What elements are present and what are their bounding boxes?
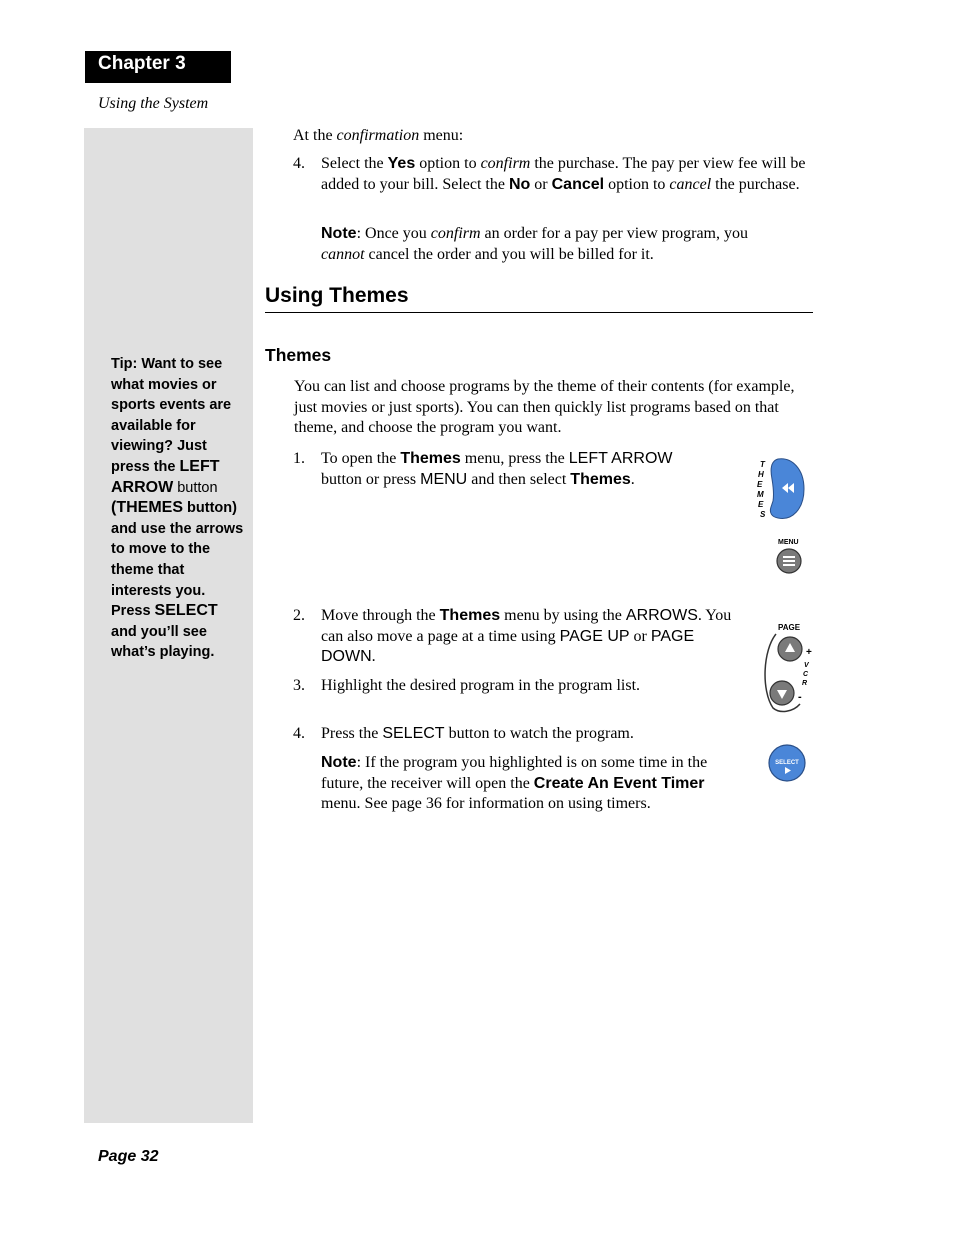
themes-intro: You can list and choose programs by the theme of their contents (for example, just movies or just sports). You can then quickly list programs based on that theme, and choose the program you want. xyxy=(294,378,795,437)
themes-letter: E xyxy=(757,480,763,489)
themes-letter: S xyxy=(760,510,766,519)
confirmation-intro: At the confirmation menu: xyxy=(293,127,464,144)
themes-letter: E xyxy=(758,500,764,509)
menu-button-icon xyxy=(770,535,810,577)
step-number: 3. xyxy=(293,677,305,694)
section-heading: Using Themes xyxy=(265,284,813,313)
page-plus: + xyxy=(806,647,812,658)
step-4-text: Press the SELECT button to watch the program. xyxy=(321,725,634,742)
step-number: 4. xyxy=(293,155,305,172)
themes-letter: M xyxy=(757,490,764,499)
step-number: 1. xyxy=(293,450,305,467)
themes-button-icon xyxy=(752,455,812,525)
vcr-letter: C xyxy=(803,671,809,678)
page-icon-label: PAGE xyxy=(778,623,801,632)
section-name: Using the System xyxy=(98,95,209,112)
confirm-note: Note: Once you confirm an order for a pay per view program, you cannot cancel the order and you will be billed for it. xyxy=(321,225,748,263)
themes-letter: H xyxy=(758,470,764,479)
subsection-heading: Themes xyxy=(265,345,332,365)
step-2-text: Move through the Themes menu by using the ARROWS. You can also move a page at a time using PAGE UP or PAGE DOWN. xyxy=(321,607,732,666)
select-icon-label: SELECT xyxy=(775,760,799,766)
themes-note: Note: If the program you highlighted is on some time in the future, the receiver will open the Create An Event Timer menu. See page 36 for information on using timers. xyxy=(321,754,708,813)
step-number: 4. xyxy=(293,725,305,742)
step-number: 2. xyxy=(293,607,305,624)
vcr-letter: R xyxy=(802,680,808,687)
tip-text: Tip: Want to see what movies or sports events are available for viewing? Just press the LEFT ARROW button (THEMES button) and use the arrows to move to the theme that interests you. Press SELECT and you’ll see what’s playing. xyxy=(111,356,244,661)
chapter-tab: Chapter 3 xyxy=(85,51,231,83)
themes-letter: T xyxy=(760,460,765,469)
step-1-text: To open the Themes menu, press the LEFT ARROW button or press MENU and then select Themes. xyxy=(321,450,673,488)
menu-icon-label: MENU xyxy=(778,539,799,546)
page-buttons-icon xyxy=(758,620,818,715)
vcr-letter: V xyxy=(804,662,809,669)
page-minus: - xyxy=(798,691,802,703)
step-3-text: Highlight the desired program in the program list. xyxy=(321,677,641,694)
page-number: Page 32 xyxy=(98,1148,159,1165)
confirm-step-text: Select the Yes option to confirm the purchase. The pay per view fee will be added to your bill. Select the No or Cancel option to cancel the purchase. xyxy=(321,155,806,193)
select-button-icon xyxy=(766,742,808,784)
